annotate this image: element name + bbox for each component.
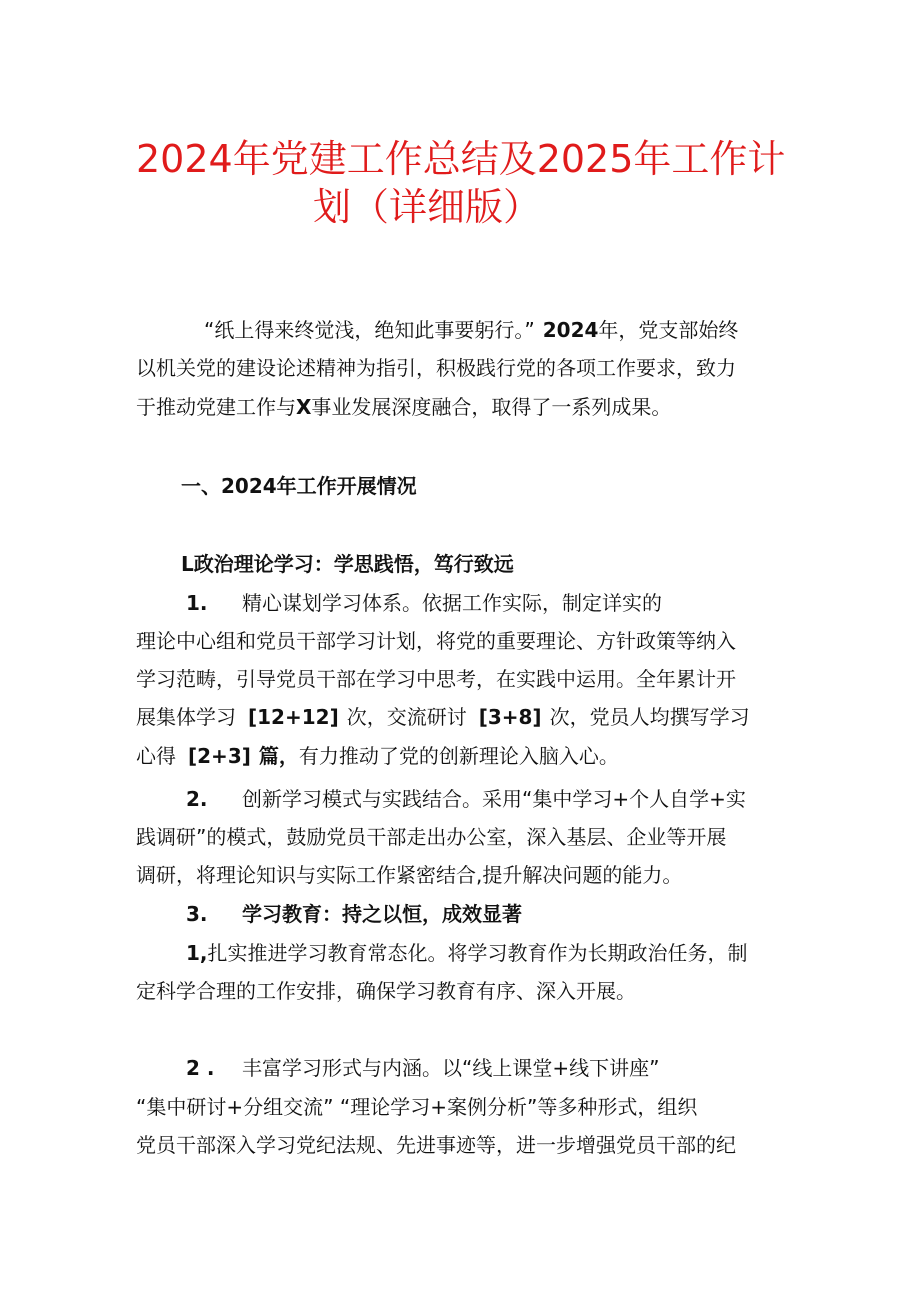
item3-2-number: 2 . (186, 1056, 215, 1080)
item1-line4-a: 展集体学习 (136, 705, 236, 729)
item3-heading: 学习教育：持之以恒，成效显著 (242, 902, 522, 926)
item1-count-seminar: [3+8] (478, 705, 542, 729)
item2-line-3: 调研，将理论知识与实际工作紧密结合,提升解决问题的能力。 (136, 863, 683, 887)
item1-line5-d: 有力推动了党的创新理论入脑入心。 (298, 744, 619, 768)
item1-count-collective: [12+12] (248, 705, 339, 729)
item3-number: 3. (186, 902, 208, 926)
item1-line4-c: 次，交流研讨 (346, 705, 467, 729)
item3-1-line1-text: 扎实推进学习教育常态化。将学习教育作为长期政治任务，制 (207, 941, 748, 965)
item1-count-notes: [2+3] (188, 744, 251, 768)
document-title-line-1: 2024年党建工作总结及2025年工作计 (136, 137, 786, 181)
item2-number: 2. (186, 787, 208, 811)
section-heading-1: 一、2024年工作开展情况 (181, 474, 417, 498)
intro-line1-rest: 年，党支部始终 (598, 318, 739, 342)
item1-line-4 (136, 702, 750, 732)
item1-line-1: 精心谋划学习体系。依据工作实际，制定详实的 (242, 591, 662, 615)
item3-2-line-1: 丰富学习形式与内涵。以“线上课堂+线下讲座” (242, 1056, 660, 1080)
item1-line-5 (136, 741, 619, 771)
item1-line4-e: 次，党员人均撰写学习 (549, 705, 750, 729)
document-title-line-2: 划（详细版） (313, 185, 542, 229)
item3-2-line-2: “集中研讨+分组交流” “理论学习+案例分析”等多种形式，组织 (136, 1095, 698, 1119)
item2-line-2: 践调研”的模式，鼓励党员干部走出办公室，深入基层、企业等开展 (136, 825, 727, 849)
item2-line-1: 创新学习模式与实践结合。采用“集中学习+个人自学+实 (242, 787, 746, 811)
intro-quote: “纸上得来终觉浅，绝知此事要躬行。” (204, 318, 535, 342)
item1-number: 1. (186, 591, 208, 615)
item3-1-line-1 (186, 938, 748, 968)
item3-1-line-2: 定科学合理的工作安排，确保学习教育有序、深入开展。 (136, 979, 636, 1003)
intro-line3-pre: 于推动党建工作与 (136, 395, 296, 419)
intro-line3-post: 事业发展深度融合，取得了一系列成果。 (311, 395, 672, 419)
sub-heading-1: L政治理论学习：学思践悟，笃行致远 (181, 552, 514, 576)
item1-line5-a: 心得 (136, 744, 176, 768)
item1-line-2: 理论中心组和党员干部学习计划，将党的重要理论、方针政策等纳入 (136, 629, 736, 653)
intro-x: X (296, 395, 312, 419)
item1-line-3: 学习范畴，引导党员干部在学习中思考，在实践中运用。全年累计开 (136, 667, 736, 691)
intro-year: 2024 (542, 318, 599, 342)
intro-line-2: 以机关党的建设论述精神为指引，积极践行党的各项工作要求，致力 (136, 356, 736, 380)
item1-line5-c: 篇， (258, 744, 299, 768)
intro-line-3 (136, 392, 671, 422)
item3-2-line-3: 党员干部深入学习党纪法规、先进事迹等，进一步增强党员干部的纪 (136, 1133, 736, 1157)
intro-line-1 (204, 315, 738, 345)
item3-1-number: 1, (186, 941, 208, 965)
